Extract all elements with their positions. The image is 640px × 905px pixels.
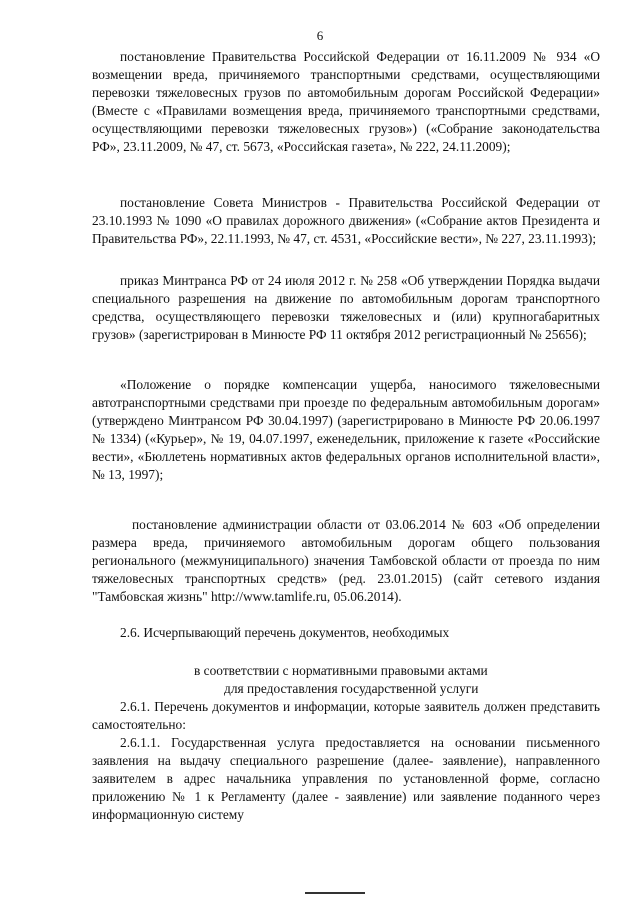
page-number: 6	[316, 28, 324, 43]
paragraph-decree-603: постановление администрации области от 03.06.2014 № 603 «Об определении размера вреда, причиняемого автомобильным дорогам общего пользования регионального (межмуниципального) значения Тамбовской области от проезда по ним тяжеловесных транспортных средств» (ред. 23.01.2015) (сайт сетевого издания "Тамбовская жизнь" http://www.tamlife.ru, 05.06.2014).	[92, 517, 600, 604]
paragraph-decree-1090: постановление Совета Министров - Правительства Российской Федерации от 23.10.1993 № 1090 «О правилах дорожного движения» («Собрание актов Президента и Правительства РФ», 22.11.1993, № 47, ст. 4531, «Российские вести», № 227, 23.11.1993);	[92, 195, 600, 246]
section-heading-line-3: для предоставления государственной услуги	[224, 681, 479, 696]
paragraph-decree-934: постановление Правительства Российской Федерации от 16.11.2009 № 934 «О возмещении вреда, причиняемого транспортными средствами, осуществляющими перевозки тяжеловесных грузов по автомобильным дорогам Российской Федерации» (Вместе с «Правилами возмещения вреда, причиняемого транспортными средствами, осуществляющими перевозки тяжеловесных грузов») («Собрание законодательства РФ», 23.11.2009, № 47, ст. 5673, «Российская газета», № 222, 24.11.2009);	[92, 49, 600, 154]
paragraph-order-258: приказ Минтранса РФ от 24 июля 2012 г. № 258 «Об утверждении Порядка выдачи специального разрешения на движение по автомобильным дорогам транспортного средства, осуществляющего перевозки тяжеловесных и (или) крупногабаритных грузов» (зарегистрирован в Минюсте РФ 11 октября 2012 регистрационный № 25656);	[92, 273, 600, 342]
section-heading-line-2: в соответствии с нормативными правовыми актами	[194, 663, 488, 678]
section-heading-line-1: 2.6. Исчерпывающий перечень документов, необходимых	[120, 625, 450, 640]
clause-2-6-1-1: 2.6.1.1. Государственная услуга предоставляется на основании письменного заявления на выдачу специального разрешение (далее- заявление), направленного заявителем в адрес начальника управления по установленной форме, согласно приложению № 1 к Регламенту (далее - заявление) или заявление поданного через информационную систему	[92, 735, 600, 822]
paragraph-regulation-compensation: «Положение о порядке компенсации ущерба, наносимого тяжеловесными автотранспортными средствами при проезде по федеральным автомобильным дорогам» (утверждено Минтрансом РФ 30.04.1997) (зарегистрировано в Минюсте РФ 20.06.1997 № 1334) («Курьер», № 19, 04.07.1997, еженедельник, приложение к газете «Российские вести», «Бюллетень нормативных актов федеральных органов исполнительной власти», № 13, 1997);	[92, 377, 600, 482]
clause-2-6-1: 2.6.1. Перечень документов и информации, которые заявитель должен представить самостоятельно:	[92, 699, 600, 732]
footer-mark	[305, 892, 365, 894]
